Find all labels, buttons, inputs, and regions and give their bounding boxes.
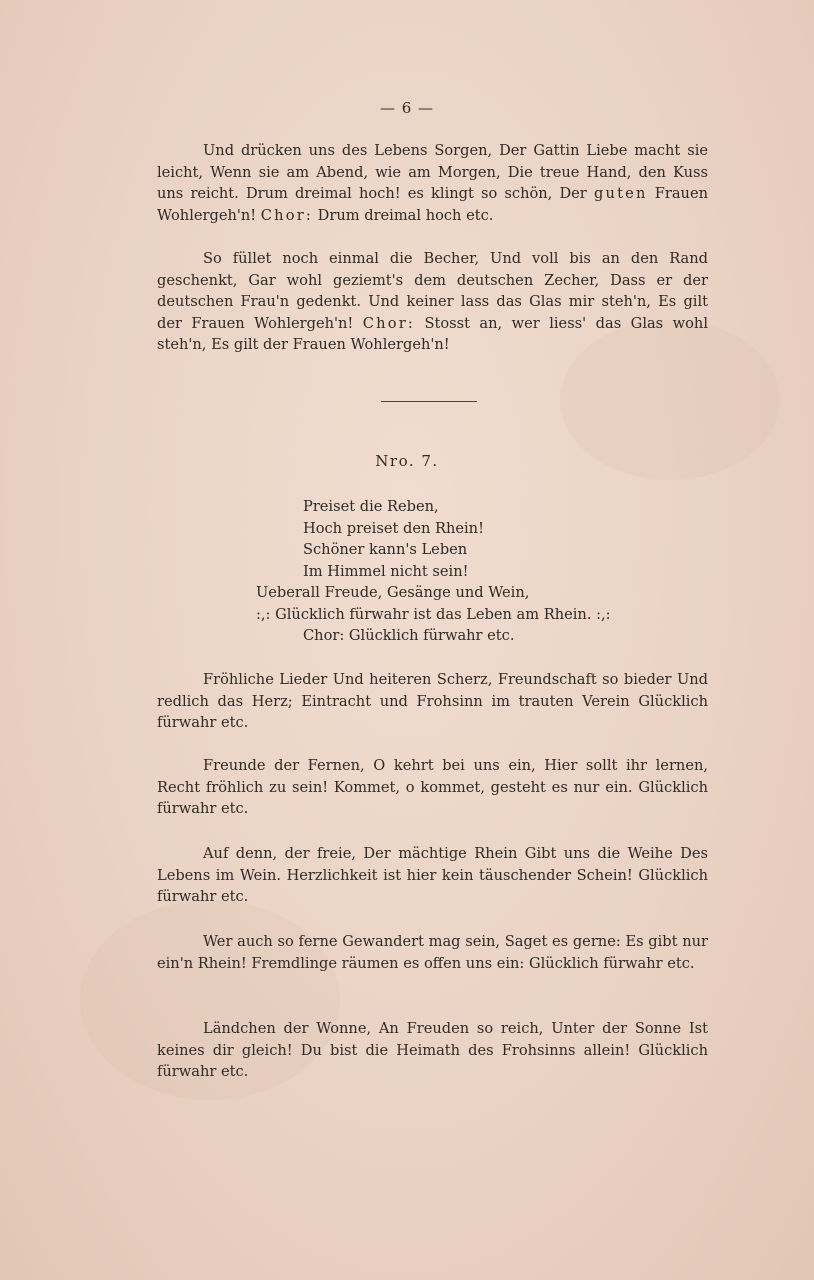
stanza-top-2 — [157, 248, 708, 356]
section-divider — [381, 401, 477, 402]
chor-text: Drum dreimal hoch etc. — [313, 206, 494, 224]
chor-text: Stosst an, wer liess' das Glas wohl steh'n, Es gilt der Frauen Wohlergeh'n! — [157, 314, 708, 353]
stanza-bottom-5: Ländchen der Wonne, An Freuden so reich, Unter der Sonne Ist keines dir gleich! Du bist die Heimath des Frohsinns allein! Glücklich fürwahr etc. — [157, 1020, 708, 1080]
chor-label: Chor: — [362, 314, 415, 332]
stanza-bottom-3: Auf denn, der freie, Der mächtige Rhein Gibt uns die Weihe Des Lebens im Wein. Herzlichkeit ist hier kein täuschender Schein! Glücklich fürwahr etc. — [157, 845, 708, 905]
refrain-line: :,: Glücklich fürwahr ist das Leben am Rhein. :,: — [256, 605, 611, 623]
stanza-text: Und drücken uns des Lebens Sorgen, Der Gattin Liebe macht sie leicht, Wenn sie am Abend, wie am Morgen, Die treue Hand, den Kuss uns reicht. Drum dreimal hoch! es klingt so schön, Der — [157, 142, 708, 202]
emphasis-text: guten — [593, 185, 648, 202]
page-number: — 6 — — [379, 99, 435, 117]
refrain-line: Hoch preiset den Rhein! — [303, 519, 484, 537]
stanza-top-1 — [157, 140, 708, 226]
stanza-text: Frauen Wohlergeh'n! — [157, 185, 708, 224]
song-title: Nro. 7. — [375, 452, 439, 470]
refrain-chor-line: Chor: Glücklich fürwahr etc. — [303, 627, 515, 644]
stanza-bottom-2: Freunde der Fernen, O kehrt bei uns ein, Hier sollt ihr lernen, Recht fröhlich zu sein! Kommet, o kommet, gesteht es nur ein. Glücklich fürwahr etc. — [157, 757, 708, 817]
refrain-line: Ueberall Freude, Gesänge und Wein, — [256, 584, 530, 601]
refrain-line: Im Himmel nicht sein! — [303, 562, 469, 580]
stanza-text: So füllet noch einmal die Becher, Und voll bis an den Rand geschenkt, Gar wohl geziemt's dem deutschen Zecher, Dass er der deutschen Frau'n gedenkt. Und keiner lass das Glas mir steh'n, Es gilt der Frauen Wohlergeh'n! — [157, 250, 708, 332]
refrain-line: Preiset die Reben, — [303, 498, 439, 515]
stanza-bottom-4: Wer auch so ferne Gewandert mag sein, Saget es gerne: Es gibt nur ein'n Rhein! Fremdlinge räumen es offen uns ein: Glücklich fürwahr etc. — [157, 933, 708, 972]
refrain-line: Schöner kann's Leben — [303, 541, 468, 558]
chor-label: Chor: — [260, 206, 314, 224]
stanza-bottom-1: Fröhliche Lieder Und heiteren Scherz, Freundschaft so bieder Und redlich das Herz; Eintracht und Frohsinn im trauten Verein Glücklich fürwahr etc. — [157, 671, 708, 731]
